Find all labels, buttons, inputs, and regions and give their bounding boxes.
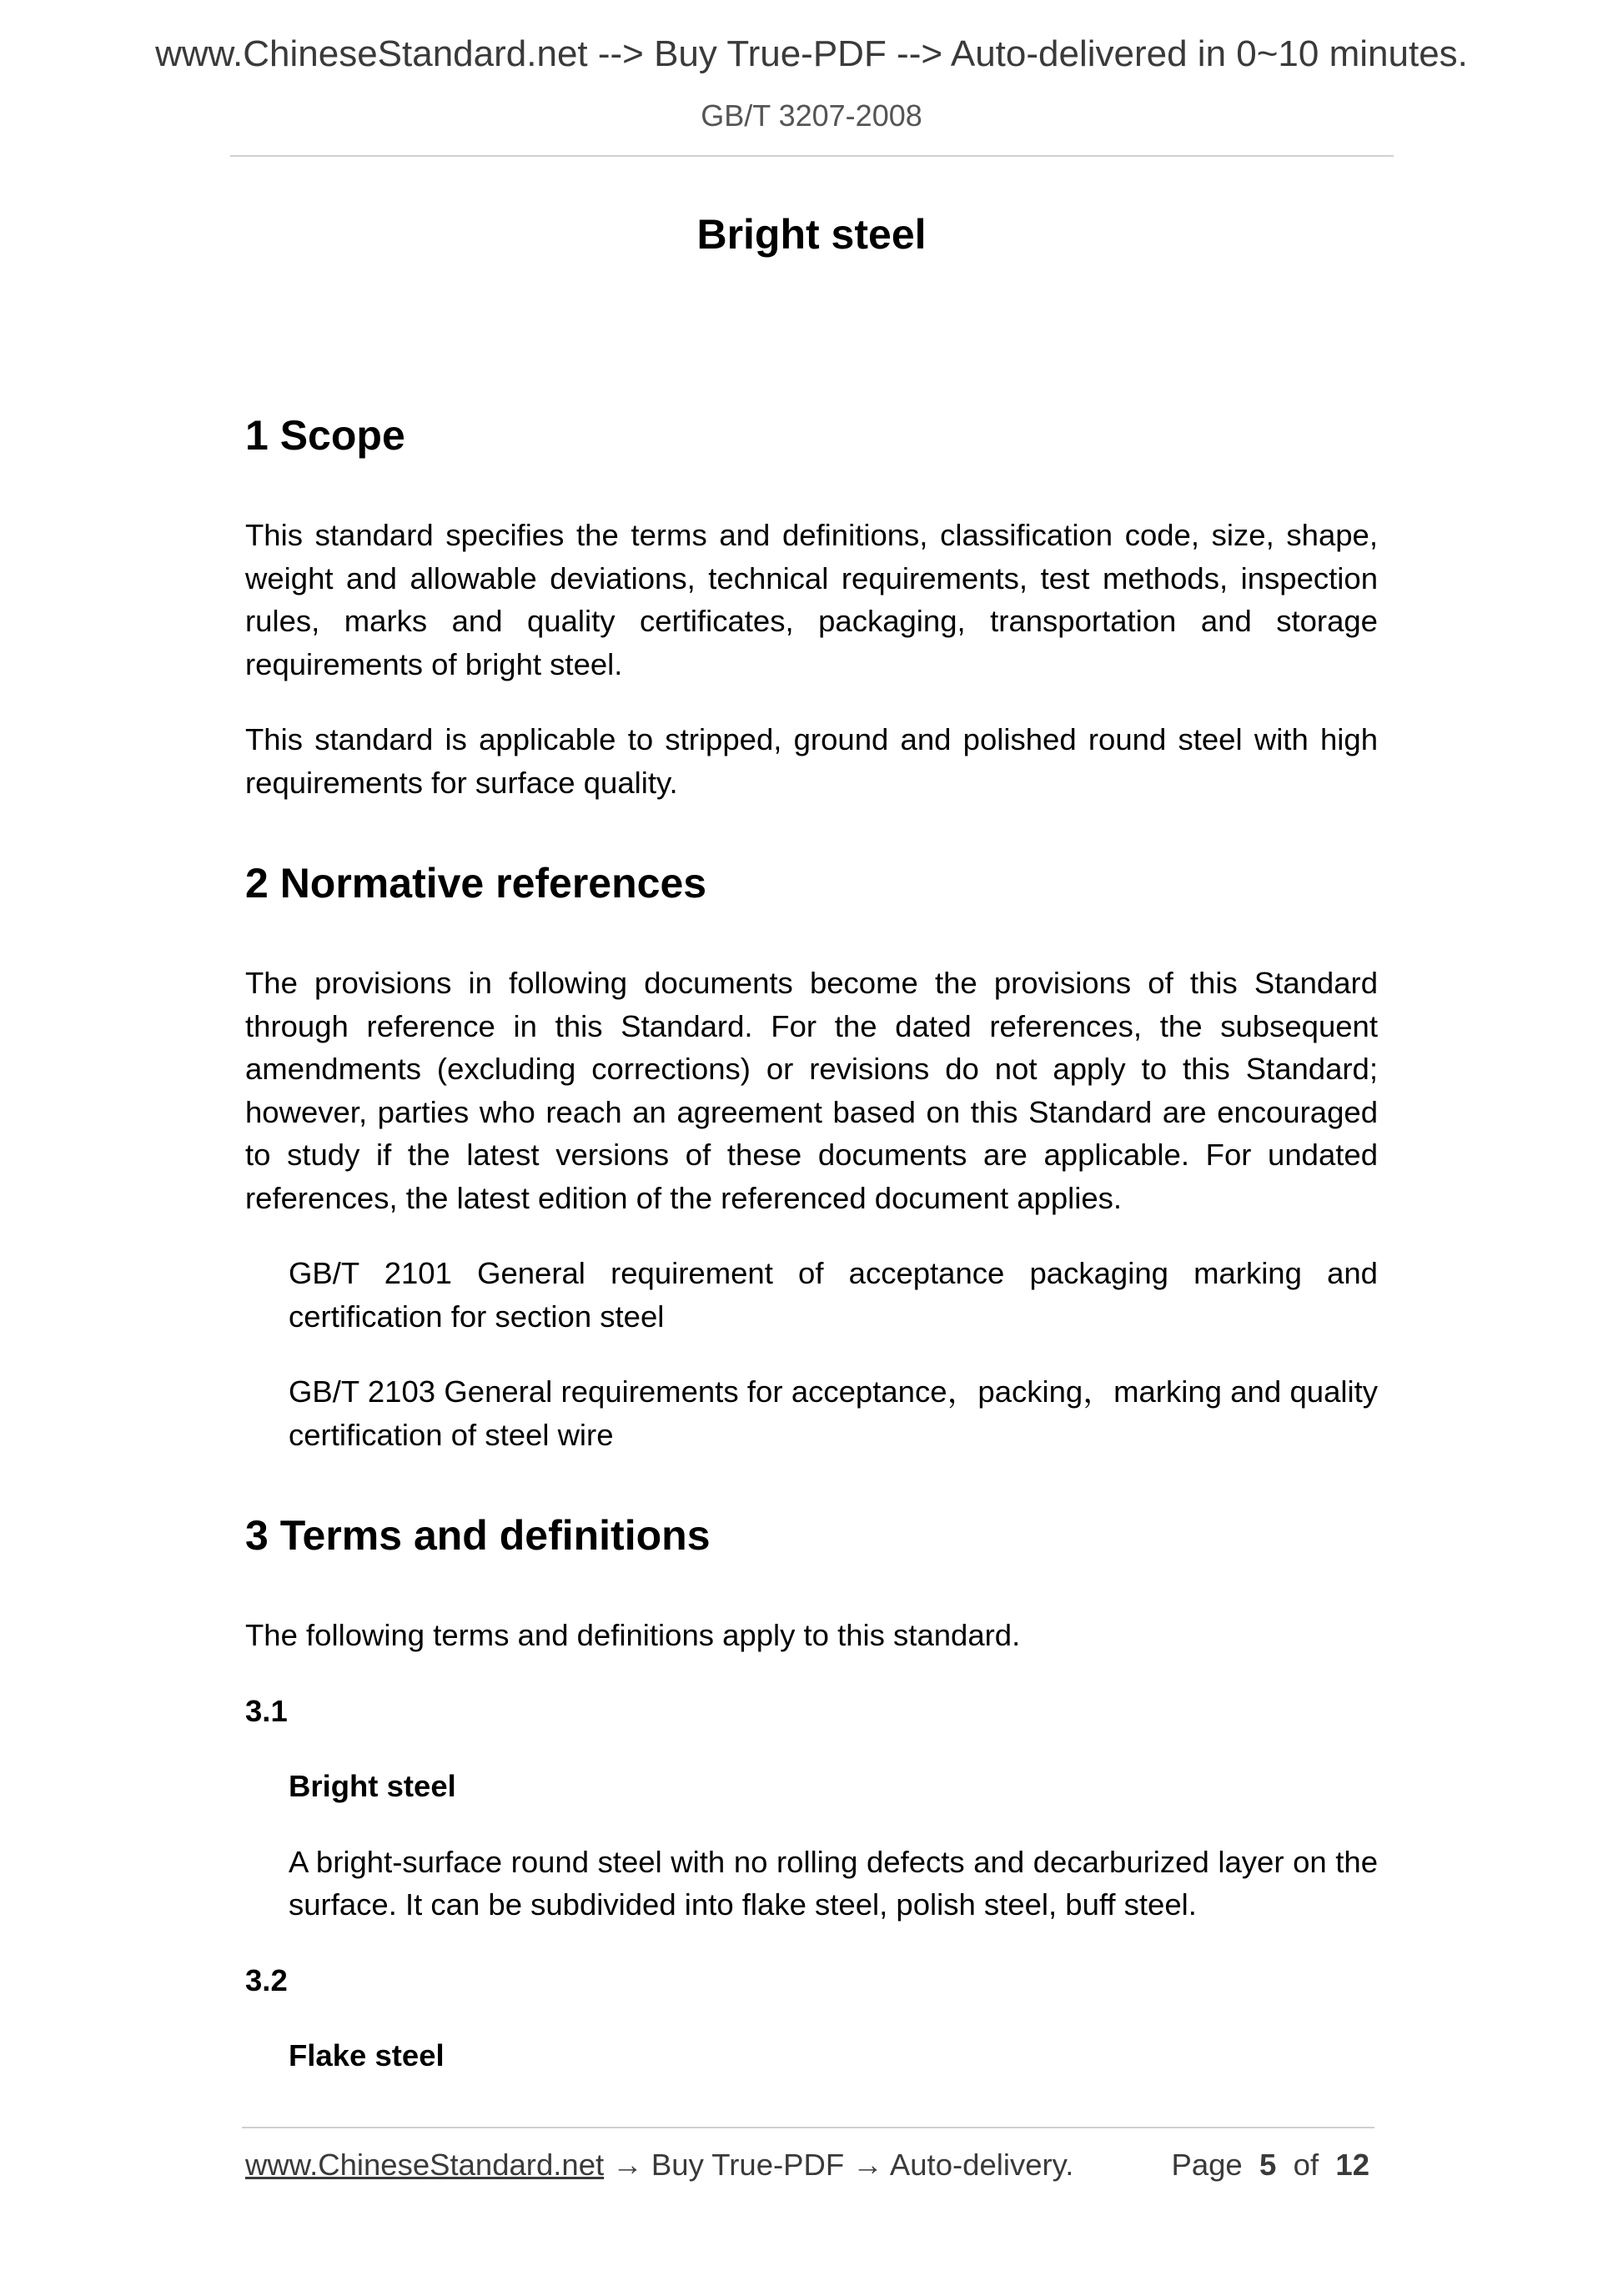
- of-label: of: [1293, 2148, 1319, 2182]
- footer-divider: [242, 2127, 1374, 2128]
- footer-site-link[interactable]: www.ChineseStandard.net: [245, 2148, 605, 2182]
- header-divider: [230, 155, 1394, 157]
- standard-code: GB/T 3207-2008: [701, 98, 922, 133]
- term-flake-steel: Flake steel: [289, 2038, 445, 2072]
- page-indicator: [1171, 2148, 1369, 2183]
- top-banner: www.ChineseStandard.net --> Buy True-PDF --> Auto-delivered in 0~10 minutes.: [155, 33, 1468, 74]
- definition-bright-steel: A bright-surface round steel with no rolling defects and decarburized layer on the surface. It can be subdivided into flake steel, polish steel, buff steel.: [289, 1844, 1378, 1922]
- section-heading-terms: 3 Terms and definitions: [245, 1512, 711, 1559]
- reference-item-gbt2101: GB/T 2101 General requirement of acceptance packaging marking and certification for section steel: [289, 1256, 1378, 1334]
- section-heading-normative-references: 2 Normative references: [245, 860, 707, 907]
- footer-tagline: → Buy True-PDF → Auto-delivery.: [604, 2148, 1074, 2182]
- total-pages: 12: [1335, 2148, 1369, 2182]
- page-label: Page: [1171, 2148, 1243, 2182]
- current-page: 5: [1259, 2148, 1277, 2182]
- spacer: [245, 837, 1378, 857]
- page-footer: [245, 2148, 1369, 2183]
- document-body: [245, 409, 1378, 2110]
- terms-intro: The following terms and definitions apply to this standard.: [245, 1618, 1021, 1652]
- clause-number-3-2: 3.2: [245, 1962, 288, 1997]
- reference-item-gbt2103: GB/T 2103 General requirements for acceptance，packing，marking and quality certification of steel wire: [289, 1374, 1378, 1452]
- footer-left: [245, 2148, 1073, 2183]
- clause-number-3-1: 3.1: [245, 1693, 288, 1728]
- normative-paragraph: The provisions in following documents become the provisions of this Standard through reference in this Standard. For the dated references, the subsequent amendments (excluding corrections) or revisions do not apply to this Standard; however, parties who reach an agreement based on this Standard are encouraged to study if the latest versions of these documents are applicable. For undated references, the latest edition of the referenced document applies.: [245, 966, 1378, 1215]
- scope-paragraph-1: This standard specifies the terms and definitions, classification code, size, shape, weight and allowable deviations, technical requirements, test methods, inspection rules, marks and quality certificates, packaging, transportation and storage requirements of bright steel.: [245, 518, 1378, 681]
- scope-paragraph-2: This standard is applicable to stripped, ground and polished round steel with high requirements for surface quality.: [245, 722, 1378, 800]
- document-title: Bright steel: [696, 211, 927, 258]
- section-heading-scope: 1 Scope: [245, 412, 405, 459]
- term-bright-steel: Bright steel: [289, 1769, 456, 1803]
- spacer: [245, 1489, 1378, 1509]
